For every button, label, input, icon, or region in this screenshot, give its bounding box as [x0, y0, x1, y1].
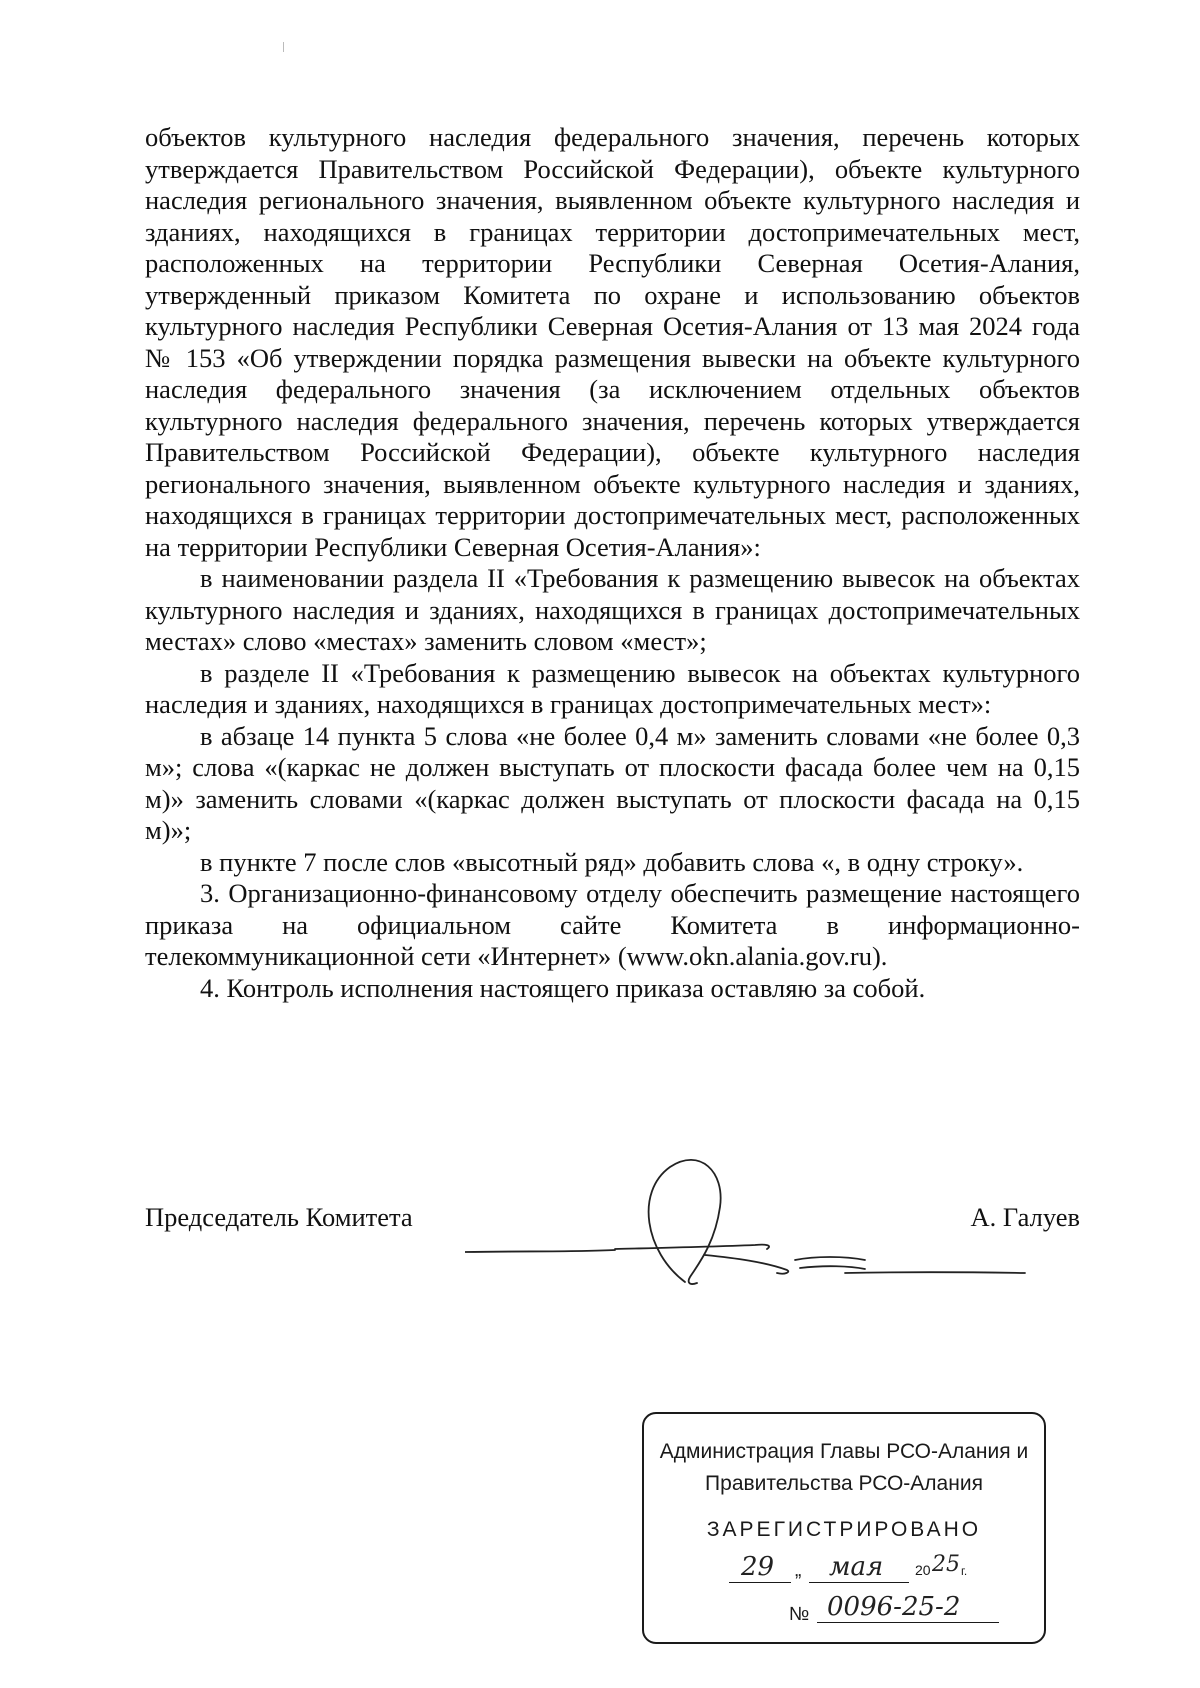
paragraph-intro: объектов культурного наследия федерального значения, перечень которых утверждается Правительством Российской Федерации), объекте культурного наследия регионального значения, выявленном объекте культурного наследия и зданиях, находящихся в границах территории достопримечательных мест, расположенных на территории Республики Северная Осетия-Алания, утвержденный приказом Комитета по охране и использованию объектов культурного наследия Республики Северная Осетия-Алания от 13 мая 2024 года № 153 «Об утверждении порядка размещения вывески на объекте культурного наследия федерального значения (за исключением отдельных объектов культурного наследия федерального значения, перечень которых утверждается Правительством Российской Федерации), объекте культурного наследия регионального значения, выявленном объекте культурного наследия и зданиях, находящихся в границах территории достопримечательных мест, расположенных на территории Республики Северная Осетия-Алания»: [145, 122, 1080, 562]
paragraph-point-five: в абзаце 14 пункта 5 слова «не более 0,4 м» заменить словами «не более 0,3 м»; слова «(каркас не должен выступать от плоскости фасада более чем на 0,15 м)» заменить словами «(каркас должен выступать от плоскости фасада на 0,15 м)»; [145, 720, 1080, 845]
scan-mark [283, 42, 284, 52]
signature-block [145, 1202, 1080, 1282]
stamp-date-year-suffix: 25 [932, 1552, 960, 1577]
stamp-organization [644, 1436, 1044, 1500]
stamp-date-year-prefix: 20 [915, 1562, 931, 1578]
document-body [145, 122, 1080, 1004]
stamp-number-prefix: № [789, 1604, 810, 1625]
stamp-date [729, 1552, 989, 1592]
paragraph-section-two: в разделе II «Требования к размещению вывесок на объектах культурного наследия и зданиях, находящихся в границах достопримечательных мест»: [145, 657, 1080, 719]
stamp-date-month: мая [829, 1552, 884, 1582]
stamp-date-separator: „ [795, 1560, 802, 1581]
stamp-date-month-line [809, 1582, 909, 1583]
signer-name: А. Галуев [970, 1202, 1080, 1232]
stamp-status: ЗАРЕГИСТРИРОВАНО [706, 1518, 982, 1541]
signer-title: Председатель Комитета [145, 1202, 413, 1232]
stamp-org-line-2: Правительства РСО-Алания [705, 1472, 983, 1495]
stamp-date-day-line [729, 1582, 791, 1583]
stamp-date-day: 29 [741, 1552, 775, 1582]
stamp-number [789, 1592, 999, 1628]
paragraph-item-four: 4. Контроль исполнения настоящего приказа оставляю за собой. [200, 972, 926, 1003]
stamp-number-line [817, 1622, 999, 1623]
stamp-number-value: 0096-25-2 [827, 1592, 961, 1622]
paragraph-point-seven: в пункте 7 после слов «высотный ряд» добавить слова «, в одну строку». [200, 846, 1024, 877]
paragraph-section-title-change: в наименовании раздела II «Требования к размещению вывесок на объектах культурного наследия и зданиях, находящихся в границах достопримечательных местах» слово «местах» заменить словом «мест»; [145, 563, 1080, 656]
stamp-date-year-unit: г. [961, 1564, 968, 1578]
paragraph-item-three: 3. Организационно-финансовому отделу обеспечить размещение настоящего приказа на официальном сайте Комитета в информационно-телекоммуникационной сети «Интернет» (www.okn.alania.gov.ru). [145, 878, 1080, 971]
registration-stamp [642, 1412, 1046, 1644]
stamp-org-line-1: Администрация Главы РСО-Алания и [659, 1440, 1029, 1463]
